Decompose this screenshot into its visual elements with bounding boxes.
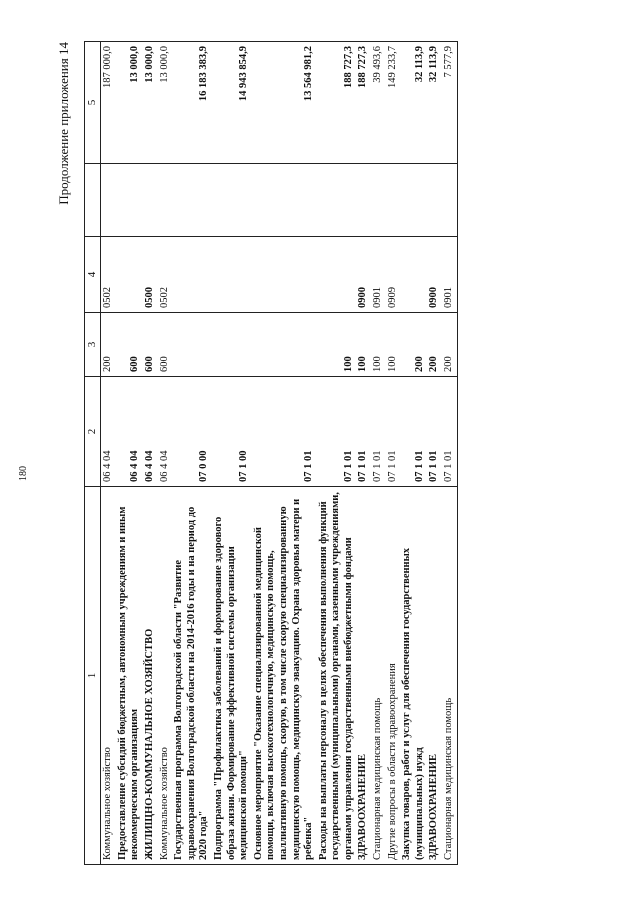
row-amount: 149 233,7	[386, 42, 401, 164]
appendix-caption: Продолжение приложения 14	[56, 42, 71, 205]
table-row	[101, 42, 116, 865]
row-target-code: 07 1 01	[400, 377, 427, 487]
row-target-code: 07 1 01	[386, 377, 401, 487]
row-empty-cell	[101, 164, 116, 237]
table-row	[427, 42, 442, 865]
row-section-code	[116, 237, 143, 313]
row-empty-cell	[158, 164, 173, 237]
row-name: ЗДРАВООХРАНЕНИЕ	[427, 487, 442, 865]
row-target-code: 07 1 01	[427, 377, 442, 487]
row-target-code: 07 1 01	[356, 377, 371, 487]
table-header-row	[85, 42, 101, 865]
row-expense-type: 200	[400, 313, 427, 377]
row-section-code: 0909	[386, 237, 401, 313]
row-empty-cell	[252, 164, 317, 237]
row-empty-cell	[212, 164, 252, 237]
row-amount: 13 564 981,2	[252, 42, 317, 164]
table-row	[386, 42, 401, 865]
table-row	[317, 42, 357, 865]
row-section-code: 0900	[356, 237, 371, 313]
row-section-code: 0900	[427, 237, 442, 313]
row-section-code	[212, 237, 252, 313]
row-name: Подпрограмма "Профилактика заболеваний и формирование здорового образа жизни. Формирование эффективной системы организации медицинской помощи"	[212, 487, 252, 865]
row-amount: 187 000,0	[101, 42, 116, 164]
row-amount: 13 000,0	[158, 42, 173, 164]
table-row	[371, 42, 386, 865]
row-amount: 14 943 854,9	[212, 42, 252, 164]
row-empty-cell	[442, 164, 457, 237]
row-name: ЖИЛИЩНО-КОММУНАЛЬНОЕ ХОЗЯЙСТВО	[143, 487, 158, 865]
row-name: Стационарная медицинская помощь	[371, 487, 386, 865]
row-target-code: 07 1 01	[371, 377, 386, 487]
row-section-code: 0502	[101, 237, 116, 313]
row-section-code: 0500	[143, 237, 158, 313]
row-empty-cell	[371, 164, 386, 237]
row-empty-cell	[317, 164, 357, 237]
table-row	[116, 42, 143, 865]
row-expense-type: 600	[116, 313, 143, 377]
row-target-code: 07 1 01	[252, 377, 317, 487]
column-header-5: 5	[85, 42, 101, 164]
row-target-code: 07 0 00	[172, 377, 212, 487]
row-empty-cell	[427, 164, 442, 237]
table-body	[101, 42, 457, 865]
row-amount: 13 000,0	[143, 42, 158, 164]
row-expense-type: 200	[101, 313, 116, 377]
row-name: Предоставление субсидий бюджетным, автономным учреждениям и иным некоммерческим организациям	[116, 487, 143, 865]
row-amount: 188 727,3	[356, 42, 371, 164]
page-number: 180	[18, 466, 29, 481]
row-section-code: 0901	[442, 237, 457, 313]
row-expense-type: 200	[427, 313, 442, 377]
table-row	[252, 42, 317, 865]
row-amount: 39 493,6	[371, 42, 386, 164]
row-empty-cell	[172, 164, 212, 237]
row-amount: 188 727,3	[317, 42, 357, 164]
row-section-code	[400, 237, 427, 313]
budget-table	[84, 41, 458, 865]
row-target-code: 06 4 04	[143, 377, 158, 487]
row-empty-cell	[386, 164, 401, 237]
column-header-empty	[85, 164, 101, 237]
row-target-code: 07 1 00	[212, 377, 252, 487]
row-section-code	[252, 237, 317, 313]
column-header-2: 2	[85, 377, 101, 487]
table-row	[212, 42, 252, 865]
row-name: Коммунальное хозяйство	[101, 487, 116, 865]
table-row	[158, 42, 173, 865]
row-empty-cell	[143, 164, 158, 237]
table-row	[172, 42, 212, 865]
row-section-code: 0502	[158, 237, 173, 313]
row-name: Государственная программа Волгоградской области "Развитие здравоохранения Волгоградской области на 2014-2016 годы и на период до 2020 года"	[172, 487, 212, 865]
row-target-code: 07 1 01	[442, 377, 457, 487]
row-name: Расходы на выплаты персоналу в целях обеспечения выполнения функций государственными (муниципальными) органами, казенными учреждениями, органами управления государственными внебюджетными фондами	[317, 487, 357, 865]
row-expense-type	[172, 313, 212, 377]
row-name: Стационарная медицинская помощь	[442, 487, 457, 865]
row-expense-type: 600	[143, 313, 158, 377]
row-amount: 32 113,9	[400, 42, 427, 164]
row-expense-type	[252, 313, 317, 377]
row-expense-type: 100	[356, 313, 371, 377]
row-empty-cell	[400, 164, 427, 237]
table-row	[143, 42, 158, 865]
row-target-code: 06 4 04	[116, 377, 143, 487]
row-section-code	[317, 237, 357, 313]
column-header-1: 1	[85, 487, 101, 865]
row-name: Основное мероприятие "Оказание специализированной медицинской помощи, включая высокотехнологичную, медицинскую помощь, паллиативную помощь, скорую, в том числе скорую специализированную медицинскую помощь, медицинскую эвакуацию. Охрана здоровья матери и ребенка"	[252, 487, 317, 865]
row-target-code: 06 4 04	[101, 377, 116, 487]
row-empty-cell	[356, 164, 371, 237]
row-name: ЗДРАВООХРАНЕНИЕ	[356, 487, 371, 865]
row-section-code: 0901	[371, 237, 386, 313]
table-row	[442, 42, 457, 865]
row-amount: 16 183 383,9	[172, 42, 212, 164]
row-name: Другие вопросы в области здравоохранения	[386, 487, 401, 865]
row-expense-type: 100	[371, 313, 386, 377]
row-empty-cell	[116, 164, 143, 237]
row-target-code: 07 1 01	[317, 377, 357, 487]
table-row	[356, 42, 371, 865]
row-target-code: 06 4 04	[158, 377, 173, 487]
row-expense-type	[212, 313, 252, 377]
column-header-4: 4	[85, 237, 101, 313]
row-expense-type: 600	[158, 313, 173, 377]
column-header-3: 3	[85, 313, 101, 377]
row-name: Коммунальное хозяйство	[158, 487, 173, 865]
row-section-code	[172, 237, 212, 313]
table-row	[400, 42, 427, 865]
row-expense-type: 100	[317, 313, 357, 377]
row-name: Закупка товаров, работ и услуг для обеспечения государственных (муниципальных) нужд	[400, 487, 427, 865]
row-amount: 7 577,9	[442, 42, 457, 164]
row-expense-type: 200	[442, 313, 457, 377]
row-amount: 32 113,9	[427, 42, 442, 164]
row-amount: 13 000,0	[116, 42, 143, 164]
row-expense-type: 100	[386, 313, 401, 377]
